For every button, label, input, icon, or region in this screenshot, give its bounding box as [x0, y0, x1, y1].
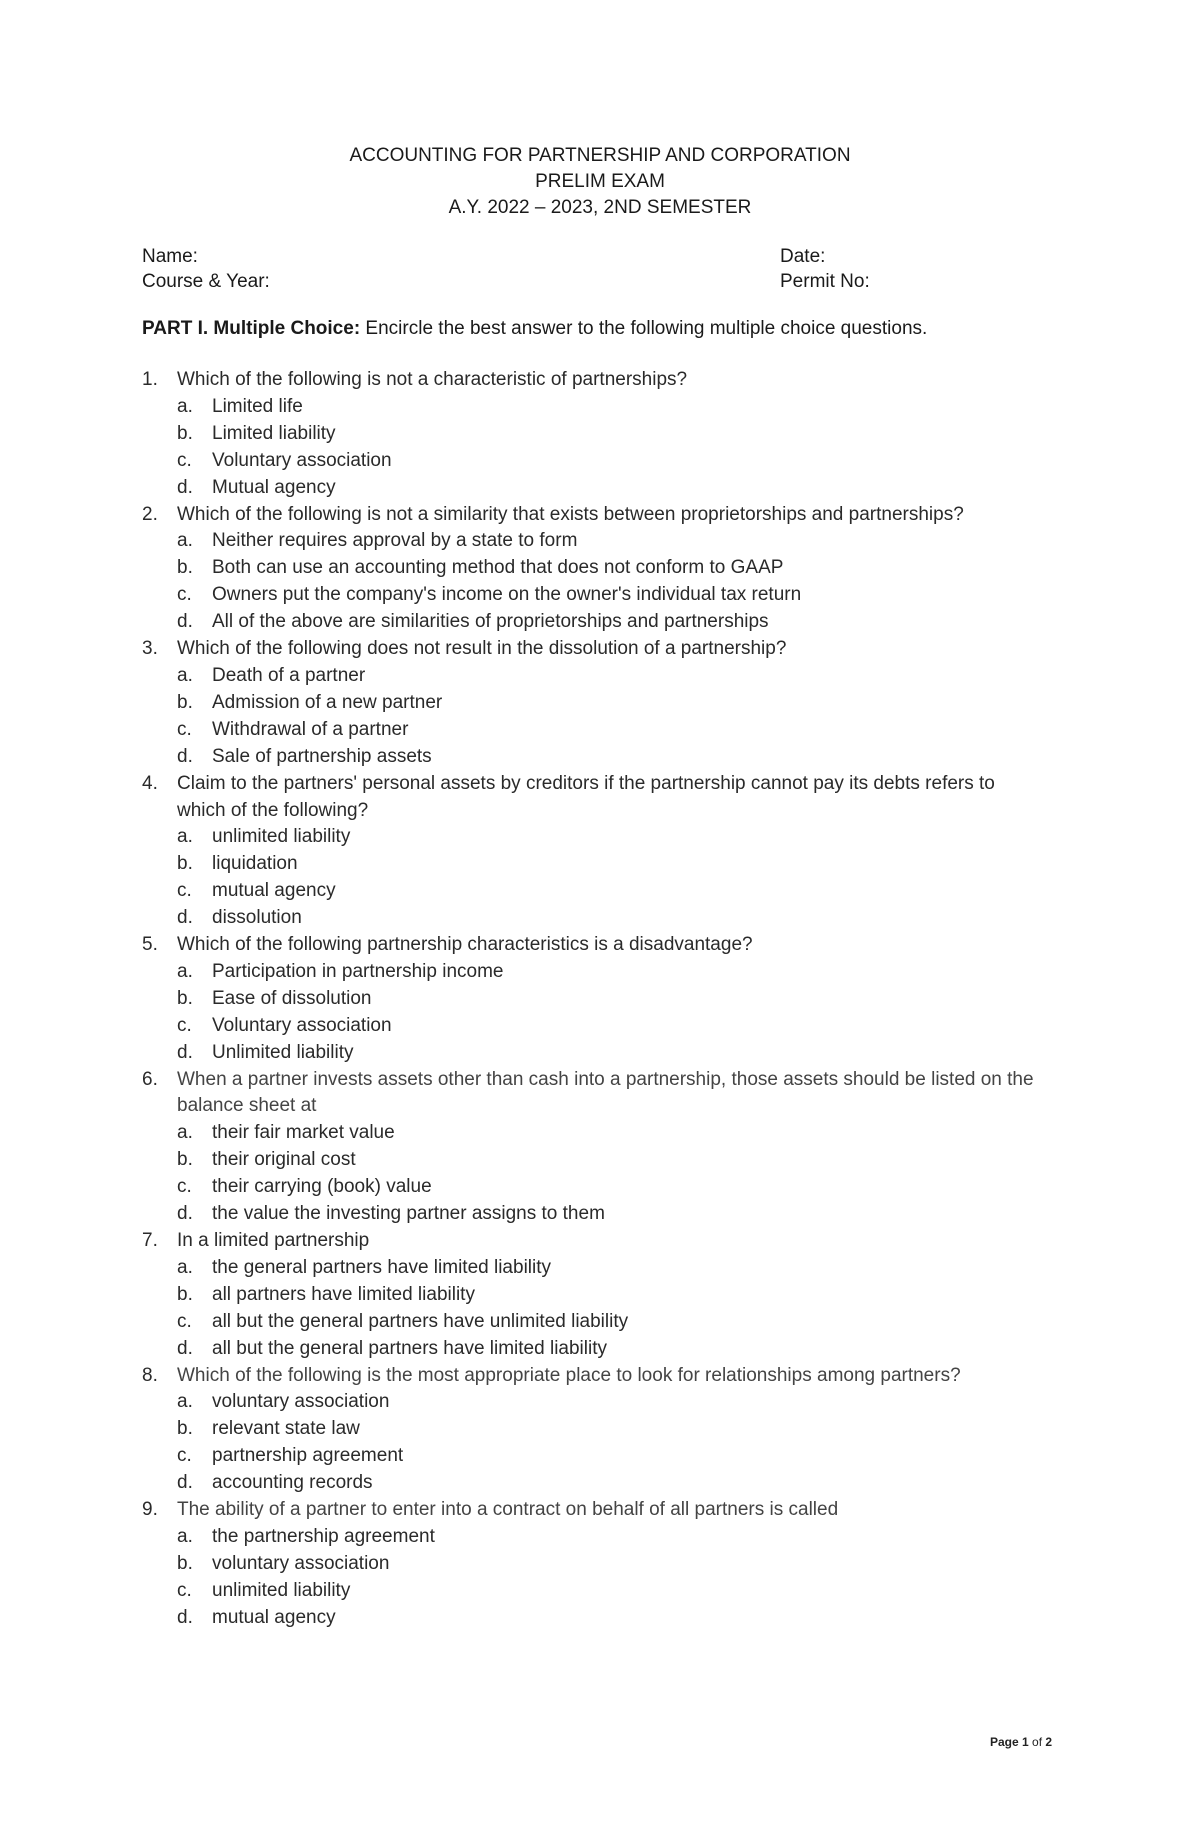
question-number: 2. — [142, 503, 158, 525]
option-letter: d. — [177, 476, 193, 498]
answer-option[interactable] — [142, 421, 1042, 448]
option-letter: a. — [177, 664, 193, 686]
option-text: accounting records — [212, 1472, 373, 1494]
option-text: the partnership agreement — [212, 1525, 435, 1547]
question-text: The ability of a partner to enter into a contract on behalf of all partners is called — [177, 1499, 839, 1521]
option-text: Voluntary association — [212, 449, 392, 471]
question-text: Which of the following does not result in the dissolution of a partnership? — [177, 638, 787, 660]
option-text: the general partners have limited liability — [212, 1256, 552, 1278]
option-text: relevant state law — [212, 1418, 360, 1440]
answer-option[interactable] — [142, 1578, 1042, 1605]
question-text: Claim to the partners' personal assets by creditors if the partnership cannot pay its debts refers to which of the following? — [177, 772, 995, 821]
option-letter: c. — [177, 584, 192, 606]
course-year-label: Course & Year: — [142, 271, 270, 292]
option-text: Withdrawal of a partner — [212, 718, 409, 740]
answer-option[interactable] — [142, 690, 1042, 717]
option-letter: c. — [177, 880, 192, 902]
exam-header — [0, 143, 1200, 221]
option-text: partnership agreement — [212, 1445, 404, 1467]
option-letter: d. — [177, 1472, 193, 1494]
option-text: their carrying (book) value — [212, 1176, 432, 1198]
option-letter: c. — [177, 1014, 192, 1036]
question-text: Which of the following is not a characteristic of partnerships? — [177, 369, 688, 390]
answer-option[interactable] — [142, 717, 1042, 744]
option-letter: a. — [177, 960, 193, 982]
page-footer — [990, 1735, 1052, 1749]
question-number: 6. — [142, 1068, 158, 1090]
name-label: Name: — [142, 246, 198, 267]
answer-option[interactable] — [142, 905, 1042, 932]
option-text: liquidation — [212, 853, 298, 875]
question-item — [142, 367, 1042, 394]
answer-option[interactable] — [142, 1605, 1042, 1632]
option-text: unlimited liability — [212, 826, 351, 848]
answer-option[interactable] — [142, 528, 1042, 555]
answer-option[interactable] — [142, 582, 1042, 609]
question-text: Which of the following is not a similarity that exists between proprietorships and partnerships? — [177, 503, 964, 525]
option-text: mutual agency — [212, 1606, 336, 1628]
answer-option[interactable] — [142, 1174, 1042, 1201]
answer-option[interactable] — [142, 1309, 1042, 1336]
question-item — [142, 636, 1042, 663]
option-letter: a. — [177, 530, 193, 552]
option-text: voluntary association — [212, 1552, 390, 1574]
answer-option[interactable] — [142, 1013, 1042, 1040]
option-text: the value the investing partner assigns to them — [212, 1203, 605, 1225]
course-title: ACCOUNTING FOR PARTNERSHIP AND CORPORATION — [349, 145, 851, 166]
answer-option[interactable] — [142, 1443, 1042, 1470]
answer-option[interactable] — [142, 986, 1042, 1013]
option-text: their original cost — [212, 1149, 356, 1171]
option-text: voluntary association — [212, 1391, 390, 1413]
answer-option[interactable] — [142, 394, 1042, 421]
option-text: all but the general partners have unlimited liability — [212, 1310, 629, 1332]
option-letter: b. — [177, 1552, 193, 1574]
question-number: 4. — [142, 772, 158, 794]
option-text: all partners have limited liability — [212, 1283, 475, 1305]
question-item — [142, 771, 1042, 825]
answer-option[interactable] — [142, 1470, 1042, 1497]
question-item — [142, 1497, 1042, 1524]
option-letter: b. — [177, 1418, 193, 1440]
part-label: PART I. Multiple Choice: — [142, 318, 361, 339]
option-letter: a. — [177, 395, 193, 417]
question-item — [142, 1228, 1042, 1255]
academic-year: A.Y. 2022 – 2023, 2ND SEMESTER — [448, 197, 752, 218]
question-number: 8. — [142, 1364, 158, 1386]
question-text: When a partner invests assets other than cash into a partnership, those assets should be listed on the balance sheet at — [177, 1068, 1034, 1117]
question-text: Which of the following is the most appropriate place to look for relationships among partners? — [177, 1364, 961, 1386]
option-text: all but the general partners have limited liability — [212, 1337, 607, 1359]
option-letter: d. — [177, 1606, 193, 1628]
option-text: dissolution — [212, 907, 302, 929]
answer-option[interactable] — [142, 609, 1042, 636]
option-text: Ease of dissolution — [212, 987, 372, 1009]
question-text: Which of the following partnership characteristics is a disadvantage? — [177, 934, 753, 956]
option-text: Sale of partnership assets — [212, 745, 432, 767]
question-text: In a limited partnership — [177, 1230, 370, 1251]
option-letter: b. — [177, 1283, 193, 1305]
answer-option[interactable] — [142, 878, 1042, 905]
question-number: 3. — [142, 638, 158, 660]
option-text: Participation in partnership income — [212, 960, 504, 982]
option-text: unlimited liability — [212, 1579, 351, 1601]
answer-option[interactable] — [142, 555, 1042, 582]
answer-option[interactable] — [142, 1551, 1042, 1578]
answer-option[interactable] — [142, 1282, 1042, 1309]
option-text: Voluntary association — [212, 1014, 392, 1036]
answer-option[interactable] — [142, 475, 1042, 502]
option-letter: b. — [177, 853, 193, 875]
option-text: Mutual agency — [212, 476, 336, 498]
answer-option[interactable] — [142, 1336, 1042, 1363]
answer-option[interactable] — [142, 959, 1042, 986]
answer-option[interactable] — [142, 1040, 1042, 1067]
option-text: their fair market value — [212, 1122, 395, 1144]
option-letter: a. — [177, 1122, 193, 1144]
student-info-fields — [142, 244, 1042, 294]
option-letter: d. — [177, 745, 193, 767]
question-item — [142, 932, 1042, 959]
page-word: Page — [990, 1735, 1023, 1749]
instruction-text: Encircle the best answer to the following multiple choice questions. — [360, 318, 928, 339]
answer-option[interactable] — [142, 1255, 1042, 1282]
question-number: 5. — [142, 934, 158, 956]
option-letter: b. — [177, 1149, 193, 1171]
part-instructions — [142, 316, 1102, 342]
answer-option[interactable] — [142, 448, 1042, 475]
answer-option[interactable] — [142, 1201, 1042, 1228]
option-letter: b. — [177, 987, 193, 1009]
option-text: mutual agency — [212, 880, 336, 902]
option-text: Both can use an accounting method that does not conform to GAAP — [212, 557, 784, 579]
question-number: 7. — [142, 1230, 158, 1251]
option-text: All of the above are similarities of proprietorships and partnerships — [212, 611, 769, 633]
option-letter: d. — [177, 611, 193, 633]
question-number: 1. — [142, 369, 158, 390]
permit-no-label: Permit No: — [780, 271, 870, 292]
page-current: 1 — [1022, 1735, 1029, 1749]
question-item — [142, 1363, 1042, 1390]
answer-option[interactable] — [142, 1120, 1042, 1147]
question-item — [142, 502, 1042, 529]
option-letter: d. — [177, 1041, 193, 1063]
option-letter: c. — [177, 1176, 192, 1198]
option-text: Unlimited liability — [212, 1041, 354, 1063]
exam-type: PRELIM EXAM — [535, 171, 665, 192]
answer-option[interactable] — [142, 1524, 1042, 1551]
option-letter: c. — [177, 1310, 192, 1332]
option-letter: b. — [177, 422, 193, 444]
page-total: 2 — [1045, 1735, 1053, 1749]
option-letter: c. — [177, 1579, 192, 1601]
option-letter: d. — [177, 907, 193, 929]
option-letter: d. — [177, 1203, 193, 1225]
option-text: Death of a partner — [212, 664, 366, 686]
option-text: Limited life — [212, 395, 303, 417]
option-letter: b. — [177, 557, 193, 579]
answer-option[interactable] — [142, 824, 1042, 851]
answer-option[interactable] — [142, 851, 1042, 878]
date-label: Date: — [780, 246, 826, 267]
answer-option[interactable] — [142, 1389, 1042, 1416]
option-letter: d. — [177, 1337, 193, 1359]
option-letter: b. — [177, 691, 193, 713]
of-word: of — [1028, 1735, 1046, 1749]
question-number: 9. — [142, 1499, 158, 1521]
option-letter: c. — [177, 449, 192, 471]
option-text: Owners put the company's income on the owner's individual tax return — [212, 584, 802, 606]
answer-option[interactable] — [142, 744, 1042, 771]
option-text: Neither requires approval by a state to form — [212, 530, 578, 552]
option-letter: c. — [177, 718, 192, 740]
option-text: Limited liability — [212, 422, 336, 444]
option-text: Admission of a new partner — [212, 691, 443, 713]
question-list — [142, 367, 1042, 1632]
answer-option[interactable] — [142, 1416, 1042, 1443]
option-letter: c. — [177, 1445, 192, 1467]
answer-option[interactable] — [142, 663, 1042, 690]
option-letter: a. — [177, 1256, 193, 1278]
option-letter: a. — [177, 1391, 193, 1413]
answer-option[interactable] — [142, 1147, 1042, 1174]
question-item — [142, 1067, 1042, 1121]
option-letter: a. — [177, 826, 193, 848]
option-letter: a. — [177, 1525, 193, 1547]
